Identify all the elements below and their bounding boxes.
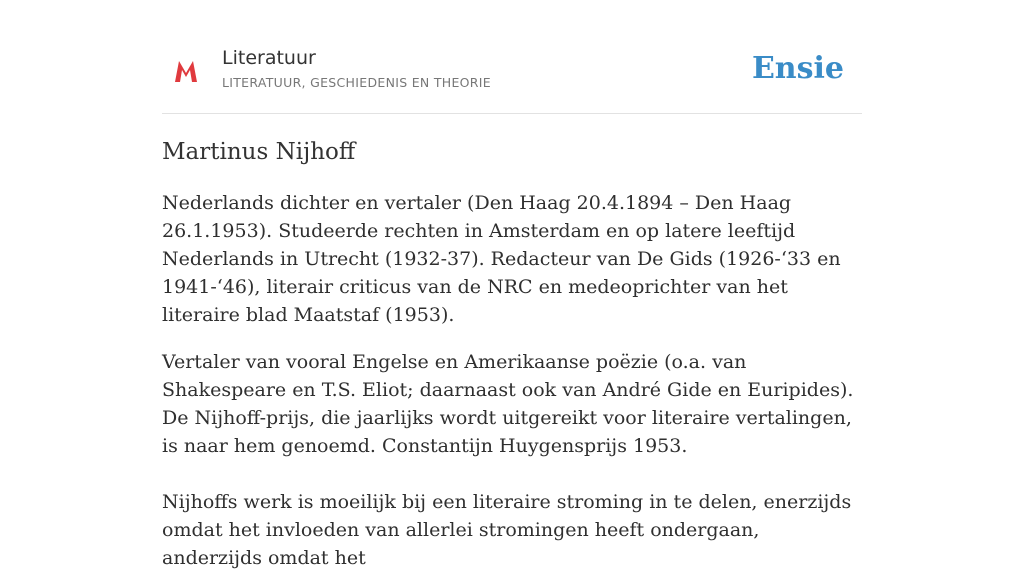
article — [162, 135, 862, 572]
site-header — [162, 40, 862, 114]
article-paragraph: Vertaler van vooral Engelse en Amerikaanse poëzie (o.a. van Shakespeare en T.S. Eliot; daarnaast ook van André Gide en Euripides). De Nijhoff-prijs, die jaarlijks wordt uitgereikt voor literaire vertalingen, is naar hem genoemd. Constantijn Huygensprijs 1953. — [162, 351, 854, 457]
page-title: Martinus Nijhoff — [162, 139, 356, 165]
logo-icon[interactable] — [172, 57, 200, 85]
article-paragraph: Nederlands dichter en vertaler (Den Haag 20.4.1894 – Den Haag 26.1.1953). Studeerde rechten in Amsterdam en op latere leeftijd Nederlands in Utrecht (1932-37). Redacteur van De Gids (1926-‘33 en 1941-‘46), literair criticus van de NRC en medeoprichter van het literaire blad Maatstaf (1953). — [162, 192, 841, 326]
site-title[interactable]: Literatuur — [222, 47, 316, 69]
article-paragraph: Nijhoffs werk is moeilijk bij een literaire stroming in te delen, enerzijds omdat het invloeden van allerlei stromingen heeft ondergaan, anderzijds omdat het — [162, 491, 852, 569]
site-subtitle: LITERATUUR, GESCHIEDENIS EN THEORIE — [222, 75, 491, 90]
brand-logo-link[interactable]: Ensie — [751, 51, 844, 86]
